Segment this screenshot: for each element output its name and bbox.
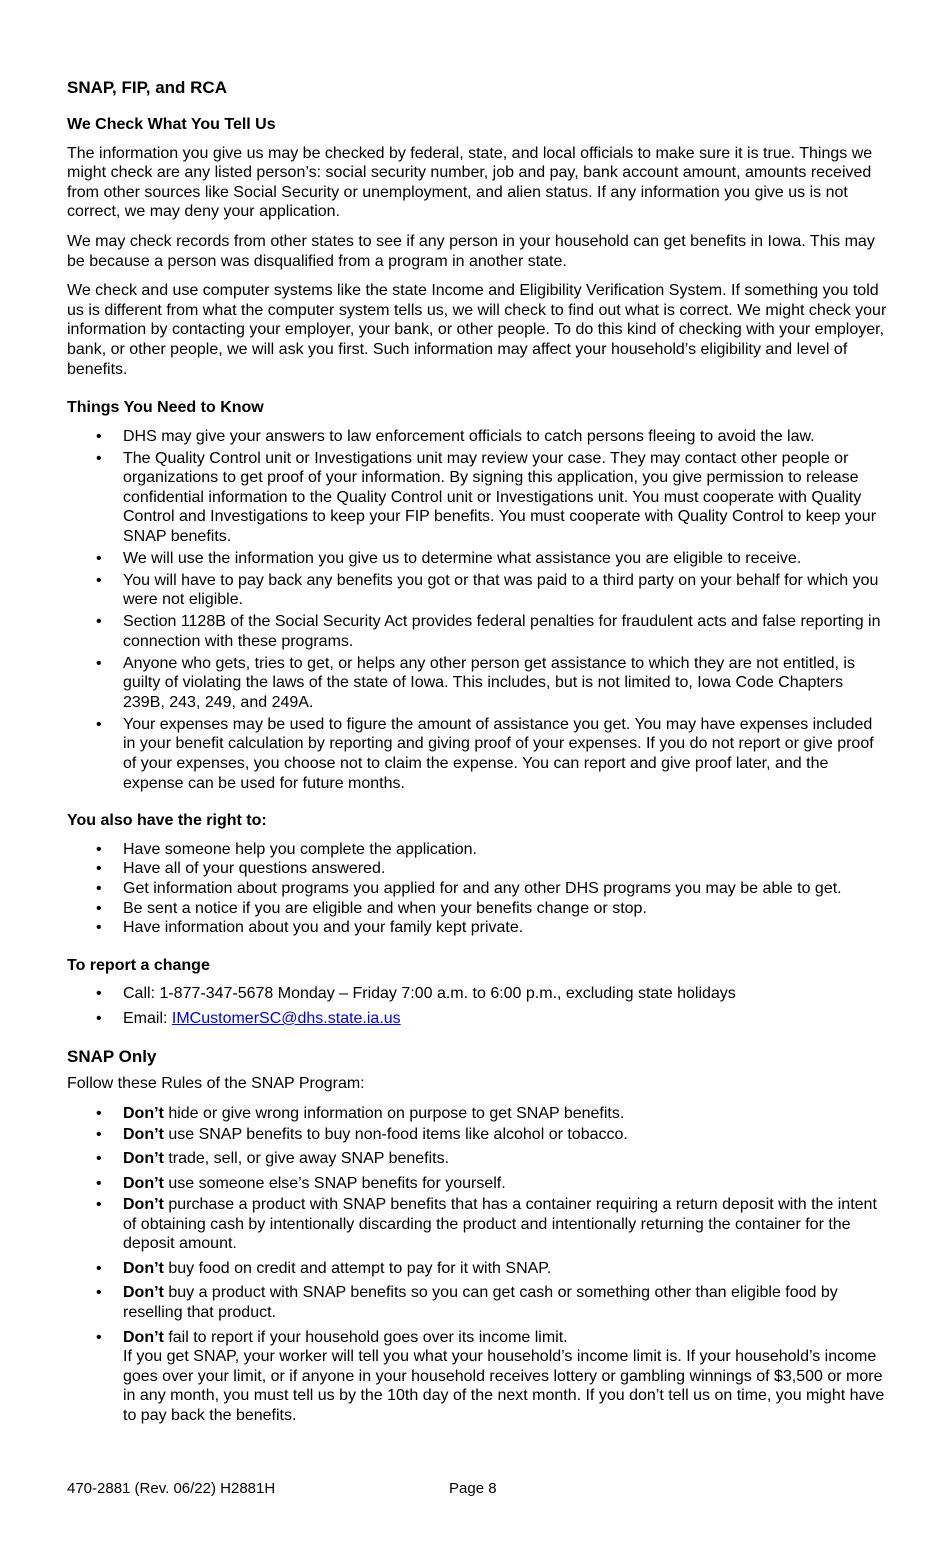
page-number: Page 8: [449, 1480, 497, 1497]
dont-label: Don’t: [123, 1259, 164, 1277]
rule-text: use someone else’s SNAP benefits for yourself.: [163, 1175, 506, 1192]
heading-things-to-know: Things You Need to Know: [67, 399, 264, 417]
dont-label: Don’t: [123, 1196, 164, 1214]
snap-rule-item: [67, 1174, 887, 1194]
call-item: • Call: 1-877-347-5678 Monday – Friday 7:00 a.m. to 6:00 p.m., excluding state holidays: [67, 984, 887, 1004]
income-limit-note: If you get SNAP, your worker will tell you what your household’s income limit is. If your household’s income goes over your limit, or if anyone in your household receives lottery or gambling winnings of $3,500 or more in any month, you must tell us by the 10th day of the next month. If you don’t tell us on time, you might have to pay back the benefits.: [123, 1348, 885, 1425]
list-item: • Section 1128B of the Social Security Act provides federal penalties for fraudulent acts and false reporting in connection with these programs.: [67, 612, 887, 651]
heading-rights: You also have the right to:: [67, 812, 267, 830]
snap-rule-item: [67, 1104, 887, 1124]
list-item: • Have someone help you complete the application.: [67, 840, 887, 860]
paragraph: We may check records from other states to see if any person in your household can get benefits in Iowa. This may be because a person was disqualified from a program in another state.: [67, 232, 875, 270]
snap-intro: Follow these Rules of the SNAP Program:: [67, 1075, 365, 1093]
snap-rule-item: [67, 1125, 887, 1145]
list-item: • Get information about programs you applied for and any other DHS programs you may be able to get.: [67, 879, 887, 899]
document-page: [67, 78, 887, 1444]
dont-label: Don’t: [123, 1175, 164, 1192]
heading-snap-only: SNAP Only: [67, 1046, 157, 1066]
heading-report-change: To report a change: [67, 956, 210, 974]
paragraph: The information you give us may be checked by federal, state, and local officials to make sure it is true. Things we might check are any listed person’s: social security number, job and pay, bank account amount, amounts received from other sources like Social Security or unemployment, and alien status. If any information you give us is not correct, we may deny your application.: [67, 144, 873, 221]
paragraph: We check and use computer systems like the state Income and Eligibility Verification System. If something you told us is different from what the computer system tells us, we will check to find out what is correct. We might check your information by contacting your employer, your bank, or other people. To do this kind of checking with your employer, bank, or other people, we will ask you first. Such information may affect your household’s eligibility and level of benefits.: [67, 282, 887, 378]
dont-label: Don’t: [123, 1125, 164, 1143]
email-label: Email:: [123, 1009, 172, 1027]
email-item: [67, 1009, 887, 1029]
rule-text: buy a product with SNAP benefits so you can get cash or something other than eligible food by reselling that product.: [123, 1284, 843, 1322]
snap-rule-item: [67, 1283, 887, 1322]
list-item: • The Quality Control unit or Investigations unit may review your case. They may contact other people or organizations to get proof of your information. By signing this application, you give permission to release confidential information to the Quality Control unit or Investigations unit. You must cooperate with Quality Control and Investigations to keep your FIP benefits. You must cooperate with Quality Control to keep your SNAP benefits.: [67, 449, 887, 547]
heading-we-check: We Check What You Tell Us: [67, 116, 276, 133]
list-item: • DHS may give your answers to law enforcement officials to catch persons fleeing to avoid the law.: [67, 427, 887, 447]
dont-label: Don’t: [123, 1284, 164, 1302]
dont-label: Don’t: [123, 1150, 164, 1168]
things-to-know-list: [67, 427, 887, 793]
list-item: • Be sent a notice if you are eligible and when your benefits change or stop.: [67, 899, 887, 919]
rights-list: [67, 840, 887, 938]
email-link[interactable]: IMCustomerSC@dhs.state.ia.us: [171, 1009, 401, 1027]
rule-text: fail to report if your household goes over its income limit.: [163, 1328, 568, 1346]
list-item: • You will have to pay back any benefits you got or that was paid to a third party on your behalf for which you were not eligible.: [67, 571, 887, 610]
list-item: • Anyone who gets, tries to get, or helps any other person get assistance to which they are not entitled, is guilty of violating the laws of the state of Iowa. This includes, but is not limited to, Iowa Code Chapters 239B, 243, 249, and 249A.: [67, 654, 887, 713]
page-title: SNAP, FIP, and RCA: [67, 78, 227, 97]
snap-rule-item: [67, 1195, 887, 1254]
rule-text: buy food on credit and attempt to pay for it with SNAP.: [163, 1259, 552, 1277]
snap-rule-item: [67, 1149, 887, 1169]
dont-label: Don’t: [123, 1328, 164, 1346]
rule-text: hide or give wrong information on purpose to get SNAP benefits.: [163, 1104, 625, 1122]
list-item: • Have information about you and your family kept private.: [67, 918, 887, 938]
list-item: • We will use the information you give us to determine what assistance you are eligible to receive.: [67, 549, 887, 569]
list-item: • Have all of your questions answered.: [67, 859, 887, 879]
form-number: 470-2881 (Rev. 06/22) H2881H: [67, 1480, 276, 1497]
snap-rules-list: [67, 1104, 887, 1426]
snap-rule-item: [67, 1328, 887, 1426]
list-item: • Your expenses may be used to figure the amount of assistance you get. You may have expenses included in your benefit calculation by reporting and giving proof of your expenses. If you do not report or give proof of your expenses, you choose not to claim the expense. You can report and give proof later, and the expense can be used for future months.: [67, 715, 887, 793]
report-list: [67, 984, 887, 1028]
rule-text: purchase a product with SNAP benefits that has a container requiring a return deposit with the intent of obtaining cash by intentionally discarding the product and intentionally returning the container for the deposit amount.: [123, 1196, 882, 1253]
rule-text: use SNAP benefits to buy non-food items like alcohol or tobacco.: [163, 1125, 628, 1143]
snap-rule-item: [67, 1259, 887, 1279]
dont-label: Don’t: [123, 1104, 164, 1122]
rule-text: trade, sell, or give away SNAP benefits.: [163, 1150, 450, 1168]
